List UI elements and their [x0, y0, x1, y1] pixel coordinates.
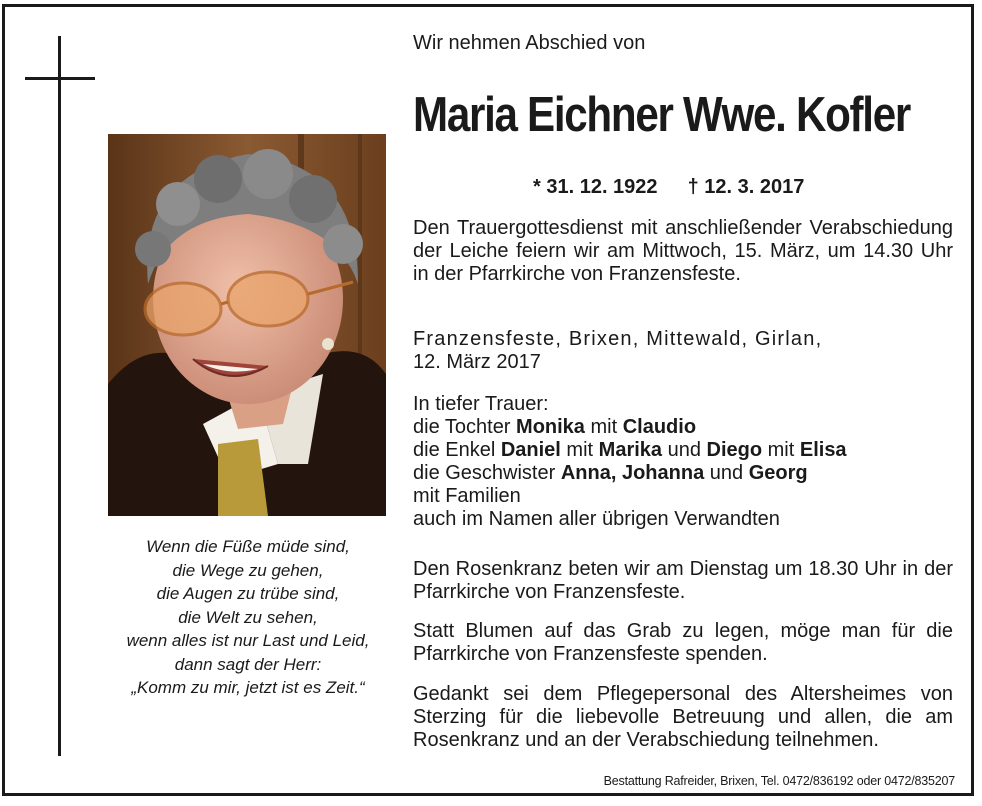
portrait-photo — [108, 134, 386, 516]
places: Franzensfeste, Brixen, Mittewald, Girlan, — [413, 328, 823, 350]
death-date: † 12. 3. 2017 — [687, 176, 805, 198]
mourning-heading: In tiefer Trauer: — [413, 393, 549, 415]
poem-line: die Augen zu trübe sind, — [156, 584, 340, 603]
poem-line: „Komm zu mir, jetzt ist es Zeit.“ — [131, 678, 365, 697]
poem-line: die Welt zu sehen, — [178, 607, 318, 627]
mourner-line-siblings: die Geschwister Anna, Johanna und Georg — [413, 462, 808, 484]
funeral-home-footer: Bestattung Rafreider, Brixen, Tel. 0472/836192 oder 0472/835207 — [603, 774, 955, 788]
thanks-paragraph: Gedankt sei dem Pflegepersonal des Altersheimes von Sterzing für die liebevolle Betreuung und allen, die am Rosenkranz und an der Verabschiedung teilnehmen. — [413, 683, 953, 751]
mourner-line-grandchildren: die Enkel Daniel mit Marika und Diego mit Elisa — [413, 439, 847, 461]
intro-text: Wir nehmen Abschied von — [413, 32, 646, 54]
rosary-paragraph: Den Rosenkranz beten wir am Dienstag um 18.30 Uhr in der Pfarrkirche von Franzensfeste. — [413, 558, 953, 603]
mourner-line-relatives: auch im Namen aller übrigen Verwandten — [413, 508, 780, 530]
poem-line: wenn alles ist nur Last und Leid, — [126, 631, 370, 650]
life-dates — [533, 176, 804, 199]
birth-date: * 31. 12. 1922 — [533, 176, 658, 198]
service-paragraph: Den Trauergottesdienst mit anschließender Verabschiedung der Leiche feiern wir am Mittwoch, 15. März, um 14.30 Uhr in der Pfarrkirche von Franzensfeste. — [413, 217, 953, 285]
poem-line: die Wege zu gehen, — [172, 560, 324, 580]
poem-line: Wenn die Füße müde sind, — [146, 537, 350, 556]
deceased-name: Maria Eichner Wwe. Kofler — [413, 88, 910, 142]
poem-line: dann sagt der Herr: — [174, 654, 322, 674]
poem — [100, 535, 396, 700]
flowers-paragraph: Statt Blumen auf das Grab zu legen, möge man für die Pfarrkirche von Franzensfeste spenden. — [413, 620, 953, 665]
mourners — [413, 393, 953, 531]
place-date — [413, 328, 953, 374]
mourner-line-families: mit Familien — [413, 485, 521, 507]
mourner-line-daughter: die Tochter Monika mit Claudio — [413, 416, 697, 438]
date: 12. März 2017 — [413, 351, 541, 373]
